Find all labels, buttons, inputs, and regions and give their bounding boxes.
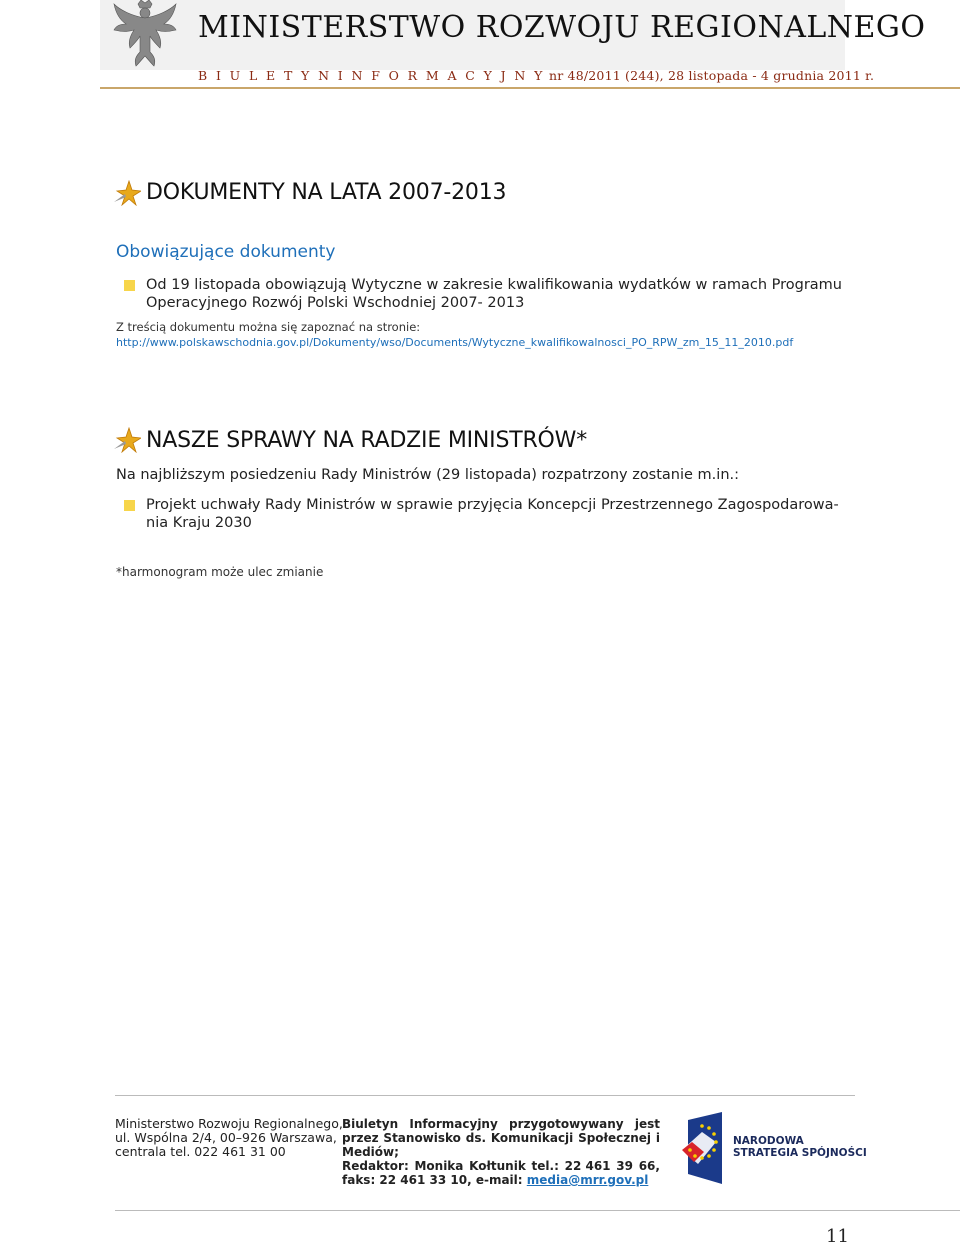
gold-star-icon xyxy=(113,180,141,206)
section-title-dokumenty: DOKUMENTY NA LATA 2007-2013 xyxy=(146,180,507,205)
bullet-text-line: Operacyjnego Rozwój Polski Wschodniej 2007- 2013 xyxy=(146,295,525,311)
section-title-nasze-sprawy: NASZE SPRAWY NA RADZIE MINISTRÓW* xyxy=(146,428,588,453)
footer-fax: faks: 22 461 33 10, e-mail: xyxy=(342,1173,527,1187)
bulletin-issue: nr 48/2011 (244), 28 listopada - 4 grudnia 2011 r. xyxy=(548,68,875,83)
bullet-text-line: Od 19 listopada obowiązują Wytyczne w zakresie kwalifikowania wydatków w ramach Programu xyxy=(146,277,842,293)
bullet-item-wytyczne xyxy=(146,276,866,312)
ministry-title: MINISTERSTWO ROZWOJU REGIONALNEGO xyxy=(198,10,926,45)
footer-word: Komunikacji xyxy=(490,1131,574,1145)
subheading-obowiazujace: Obowiązujące dokumenty xyxy=(116,242,336,262)
footer-word: Społecznej xyxy=(578,1131,652,1145)
gold-star-icon xyxy=(113,427,141,453)
footer-word: i xyxy=(655,1131,660,1145)
document-link[interactable]: http://www.polskawschodnia.gov.pl/Dokumenty/wso/Documents/Wytyczne_kwalifikowalnosci_PO_RPW_zm_15_11_2010.pdf xyxy=(116,336,794,349)
footer-editorial-line xyxy=(342,1131,660,1145)
nss-logo-text xyxy=(733,1135,867,1159)
footer-word: Informacyjny xyxy=(409,1117,498,1131)
footer-address-line: centrala tel. 022 461 31 00 xyxy=(115,1144,286,1159)
footer-divider xyxy=(115,1095,855,1096)
footer-word: przez xyxy=(342,1131,379,1145)
footer-word: Redaktor: xyxy=(342,1159,409,1173)
footer-word: 39 xyxy=(616,1159,633,1173)
footer-editorial-line xyxy=(342,1117,660,1131)
footer-address-line: ul. Wspólna 2/4, 00–926 Warszawa, xyxy=(115,1130,337,1145)
footer-address xyxy=(115,1116,343,1159)
nss-logo-line: STRATEGIA SPÓJNOŚCI xyxy=(733,1147,867,1159)
document-note: Z treścią dokumentu można się zapoznać na stronie: xyxy=(116,320,421,334)
footer-word: Monika xyxy=(414,1159,464,1173)
polish-eagle-emblem-icon xyxy=(112,0,178,68)
bulletin-issue-line xyxy=(198,68,874,83)
bullet-square-icon xyxy=(124,500,135,511)
page-number: 11 xyxy=(826,1226,849,1247)
footer-word: przygotowywany xyxy=(509,1117,624,1131)
nss-logo-line: NARODOWA xyxy=(733,1135,804,1147)
footer-editorial xyxy=(342,1117,660,1187)
footer-editorial-line: Mediów; xyxy=(342,1145,399,1159)
council-intro: Na najbliższym posiedzeniu Rady Ministrów (29 listopada) rozpatrzony zostanie m.in.: xyxy=(116,467,740,483)
footer-word: Biuletyn xyxy=(342,1117,399,1131)
bottom-divider xyxy=(115,1210,960,1211)
footer-word: jest xyxy=(634,1117,660,1131)
header-divider xyxy=(100,87,960,89)
bullet-item-projekt xyxy=(146,496,866,532)
footnote: *harmonogram może ulec zmianie xyxy=(116,565,324,579)
bulletin-label: B I U L E T Y N I N F O R M A C Y J N Y xyxy=(198,68,545,83)
footer-word: Stanowisko xyxy=(383,1131,461,1145)
bullet-text-line: Projekt uchwały Rady Ministrów w sprawie przyjęcia Koncepcji Przestrzennego Zagospodarowa- xyxy=(146,497,839,513)
eu-flag-logo-icon xyxy=(682,1112,724,1184)
footer-email-link[interactable]: media@mrr.gov.pl xyxy=(526,1173,649,1187)
footer-word: ds. xyxy=(465,1131,487,1145)
footer-editorial-line xyxy=(342,1159,660,1173)
bullet-square-icon xyxy=(124,280,135,291)
bullet-text-line: nia Kraju 2030 xyxy=(146,515,252,531)
footer-word: Kołtunik xyxy=(469,1159,526,1173)
footer-word: tel.: xyxy=(531,1159,559,1173)
footer-address-line: Ministerstwo Rozwoju Regionalnego, xyxy=(115,1116,343,1131)
footer-editorial-line xyxy=(342,1173,660,1187)
footer-word: 66, xyxy=(638,1159,660,1173)
footer-word: 22 461 xyxy=(564,1159,611,1173)
